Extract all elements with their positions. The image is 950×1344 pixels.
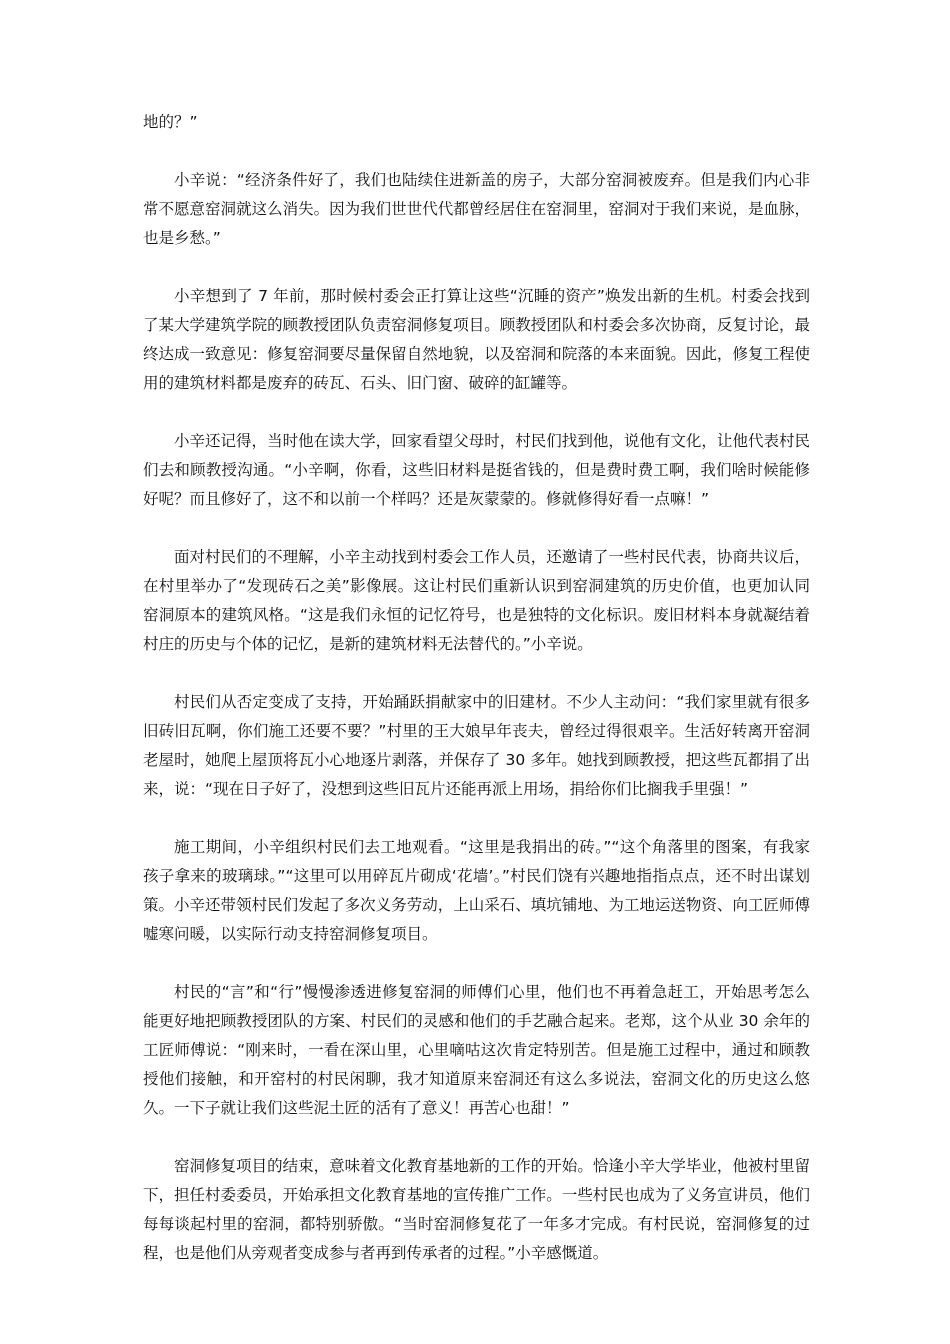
article-body bbox=[143, 108, 810, 1297]
paragraph-xiaoxin-quote: 小辛说：“经济条件好了，我们也陆续住进新盖的房子，大部分窑洞被废弃。但是我们内心非常不愿意窑洞就这么消失。因为我们世世代代都曾经居住在窑洞里，窑洞对于我们来说，是血脉，也是乡愁。” bbox=[143, 171, 810, 247]
paragraph-donations: 村民们从否定变成了支持，开始踊跃捐献家中的旧建材。不少人主动问：“我们家里就有很多旧砖旧瓦啊，你们施工还要不要？”村里的王大娘早年丧夫，曾经过得很艰辛。生活好转离开窑洞老屋时，她爬上屋顶将瓦小心地逐片剥落，并保存了 30 多年。她找到顾教授，把这些瓦都捐了出来，说：“现在日子好了，没想到这些旧瓦片还能再派上用场，捐给你们比搁我手里强！” bbox=[143, 693, 810, 798]
paragraph-craftsmen: 村民的“言”和“行”慢慢渗透进修复窑洞的师傅们心里，他们也不再着急赶工，开始思考怎么能更好地把顾教授团队的方案、村民们的灵感和他们的手艺融合起来。老郑，这个从业 30 余年的工匠师傅说：“刚来时，一看在深山里，心里嘀咕这次肯定特别苦。但是施工过程中，通过和顾教授他们接触，和开窑村的村民闲聊，我才知道原来窑洞还有这么多说法，窑洞文化的历史这么悠久。一下子就让我们这些泥土匠的活有了意义！再苦心也甜！” bbox=[143, 983, 810, 1117]
paragraph-photo-exhibition: 面对村民们的不理解，小辛主动找到村委会工作人员，还邀请了一些村民代表，协商共议后，在村里举办了“发现砖石之美”影像展。这让村民们重新认识到窑洞建筑的历史价值，也更加认同窑洞原本的建筑风格。“这是我们永恒的记忆符号，也是独特的文化标识。废旧材料本身就凝结着村庄的历史与个体的记忆，是新的建筑材料无法替代的。”小辛说。 bbox=[143, 548, 810, 653]
paragraph-construction-period: 施工期间，小辛组织村民们去工地观看。“这里是我捐出的砖。”“这个角落里的图案，有我家孩子拿来的玻璃球。”“这里可以用碎瓦片砌成‘花墙’。”村民们饶有兴趣地指指点点，还不时出谋划策。小辛还带领村民们发起了多次义务劳动，上山采石、填坑铺地、为工地运送物资、向工匠师傅嘘寒问暖，以实际行动支持窑洞修复项目。 bbox=[143, 838, 810, 943]
paragraph-continuation: 地的？” bbox=[143, 113, 198, 131]
paragraph-project-end: 窑洞修复项目的结束，意味着文化教育基地新的工作的开始。恰逢小辛大学毕业，他被村里留下，担任村委委员，开始承担文化教育基地的宣传推广工作。一些村民也成为了义务宣讲员，他们每每谈起村里的窑洞，都特别骄傲。“当时窑洞修复花了一年多才完成。有村民说，窑洞修复的过程，也是他们从旁观者变成参与者再到传承者的过程。”小辛感慨道。 bbox=[143, 1157, 810, 1262]
paragraph-restoration-plan: 小辛想到了 7 年前，那时候村委会正打算让这些“沉睡的资产”焕发出新的生机。村委会找到了某大学建筑学院的顾教授团队负责窑洞修复项目。顾教授团队和村委会多次协商，反复讨论，最终达成一致意见：修复窑洞要尽量保留自然地貌，以及窑洞和院落的本来面貌。因此，修复工程使用的建筑材料都是废弃的砖瓦、石头、旧门窗、破碎的缸罐等。 bbox=[143, 287, 810, 392]
paragraph-villagers-concern: 小辛还记得，当时他在读大学，回家看望父母时，村民们找到他，说他有文化，让他代表村民们去和顾教授沟通。“小辛啊，你看，这些旧材料是挺省钱的，但是费时费工啊，我们啥时候能修好呢？而且修好了，这不和以前一个样吗？还是灰蒙蒙的。修就修得好看一点嘛！” bbox=[143, 432, 810, 508]
